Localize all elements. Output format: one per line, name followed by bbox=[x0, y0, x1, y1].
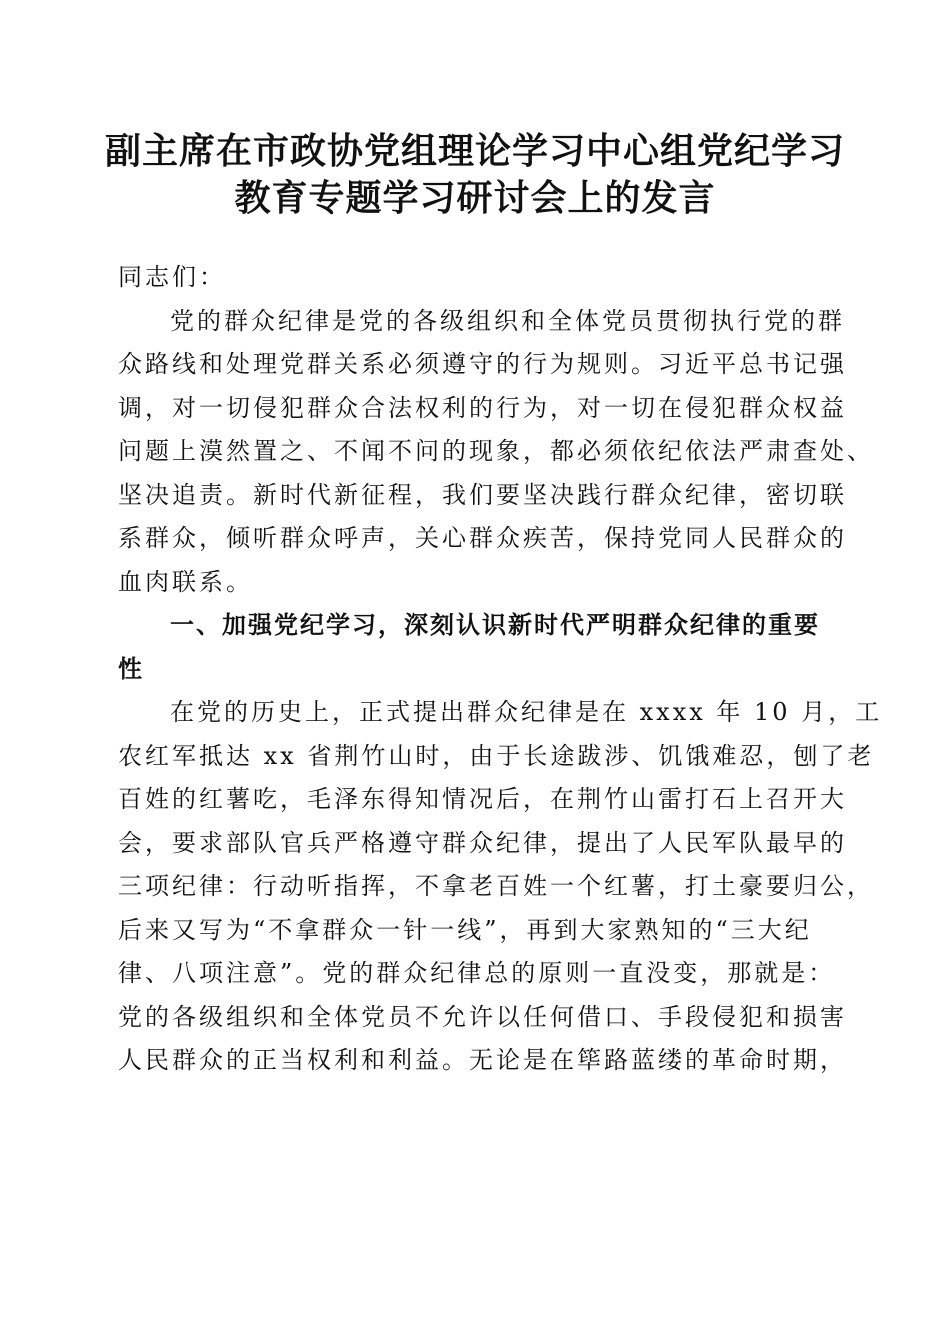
paragraph-line: 血肉联系。 bbox=[118, 567, 253, 596]
document-body bbox=[118, 256, 883, 1083]
paragraph-line: 在党的历史上，正式提出群众纪律是在 xxxx 年 10 月，工 bbox=[170, 698, 883, 726]
paragraph-line: 律、八项注意”。党的群众纪律总的原则一直没变，那就是： bbox=[118, 959, 836, 987]
heading-line: 性 bbox=[118, 654, 144, 683]
paragraph-2 bbox=[118, 691, 883, 1083]
paragraph-line: 党的群众纪律是党的各级组织和全体党员贯彻执行党的群 bbox=[170, 306, 845, 335]
paragraph-line: 系群众，倾听群众呼声，关心群众疾苦，保持党同人民群众的 bbox=[118, 524, 847, 552]
paragraph-line: 调，对一切侵犯群众合法权利的行为，对一切在侵犯群众权益 bbox=[118, 393, 847, 422]
paragraph-line: 会，要求部队官兵严格遵守群众纪律，提出了人民军队最早的 bbox=[118, 828, 847, 857]
paragraph-line: 党的各级组织和全体党员不允许以任何借口、手段侵犯和损害 bbox=[118, 1002, 847, 1031]
paragraph-1 bbox=[118, 300, 874, 605]
document-title bbox=[100, 128, 850, 222]
paragraph-line: 百姓的红薯吃，毛泽东得知情况后，在荆竹山雷打石上召开大 bbox=[118, 785, 847, 813]
heading-line: 一、加强党纪学习，深刻认识新时代严明群众纪律的重要 bbox=[170, 611, 820, 639]
title-line: 副主席在市政协党组理论学习中心组党纪学习 bbox=[104, 131, 845, 172]
paragraph-line: 人民群众的正当权利和利益。无论是在筚路蓝缕的革命时期， bbox=[118, 1046, 847, 1074]
paragraph-line: 坚决追责。新时代新征程，我们要坚决践行群众纪律，密切联 bbox=[118, 480, 847, 509]
paragraph-line: 问题上漠然置之、不闻不问的现象，都必须依纪依法严肃查处、 bbox=[118, 437, 874, 465]
paragraph-line: 农红军抵达 xx 省荆竹山时，由于长途跋涉、饥饿难忍，刨了老 bbox=[118, 741, 875, 770]
paragraph-line: 三项纪律：行动听指挥，不拿老百姓一个红薯，打土豪要归公， bbox=[118, 872, 874, 900]
salutation: 同志们： bbox=[118, 263, 226, 291]
title-line: 教育专题学习研讨会上的发言 bbox=[234, 178, 716, 219]
section-heading-1 bbox=[118, 604, 834, 691]
paragraph-line: 众路线和处理党群关系必须遵守的行为规则。习近平总书记强 bbox=[118, 350, 847, 378]
paragraph-line: 后来又写为“不拿群众一针一线”，再到大家熟知的“三大纪 bbox=[118, 915, 812, 944]
